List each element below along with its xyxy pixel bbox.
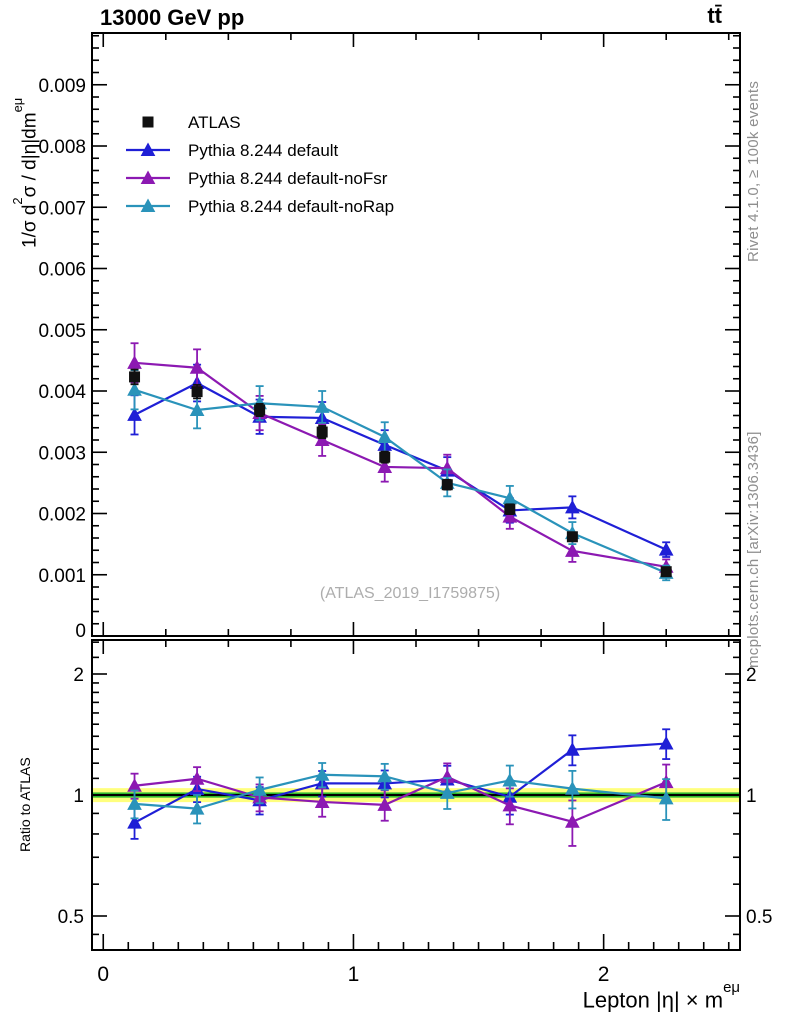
watermark-analysis-id: (ATLAS_2019_I1759875) bbox=[319, 585, 501, 602]
svg-text:0.5: 0.5 bbox=[57, 907, 84, 928]
main-series-pythia-8-244-default-nofsr bbox=[128, 343, 673, 574]
axis-tick-labels bbox=[38, 76, 772, 986]
y-title-pre: 1/σ d bbox=[19, 204, 41, 248]
legend-item-3 bbox=[126, 197, 394, 216]
svg-text:0.007: 0.007 bbox=[38, 198, 86, 220]
legend-item-0 bbox=[143, 113, 241, 132]
svg-text:1: 1 bbox=[73, 786, 84, 807]
credit-mcplots: mcplots.cern.ch [arXiv:1306.3436] bbox=[745, 431, 762, 668]
svg-text:0: 0 bbox=[75, 621, 86, 642]
ratio-axis-title: Ratio to ATLAS bbox=[17, 757, 33, 852]
legend bbox=[126, 113, 394, 216]
main-series-pythia-8-244-default bbox=[128, 365, 673, 557]
credit-rivet-version: Rivet 4.1.0, ≥ 100k events bbox=[745, 80, 762, 262]
y-title-sup-2: 2 bbox=[9, 197, 25, 205]
legend-item-label: ATLAS bbox=[188, 113, 241, 132]
svg-text:0.006: 0.006 bbox=[38, 259, 86, 281]
ratio-series-pythia-8-244-default bbox=[128, 729, 673, 839]
svg-text:0.008: 0.008 bbox=[38, 137, 86, 159]
x-title-sup-emu: eμ bbox=[723, 978, 740, 996]
svg-text:0.005: 0.005 bbox=[38, 320, 86, 342]
svg-text:2: 2 bbox=[73, 665, 84, 686]
process-label: tt̄ bbox=[707, 3, 722, 28]
y-title-mid: σ / d|η|dm bbox=[19, 112, 41, 198]
svg-text:0.5: 0.5 bbox=[746, 907, 773, 928]
beam-title: 13000 GeV pp bbox=[100, 5, 245, 30]
svg-text:0.001: 0.001 bbox=[38, 565, 86, 587]
svg-text:0.002: 0.002 bbox=[38, 504, 86, 526]
svg-text:0.004: 0.004 bbox=[38, 382, 86, 404]
svg-text:0.009: 0.009 bbox=[38, 75, 86, 97]
legend-item-1 bbox=[126, 141, 339, 160]
svg-text:0: 0 bbox=[97, 963, 110, 986]
legend-item-2 bbox=[126, 169, 388, 188]
svg-text:1: 1 bbox=[347, 963, 360, 986]
legend-item-label: Pythia 8.244 default-noFsr bbox=[188, 169, 388, 188]
x-title-pre: Lepton |η| × m bbox=[582, 987, 724, 1013]
y-axis-title bbox=[9, 97, 41, 248]
main-series-pythia-8-244-default-norap bbox=[128, 370, 673, 580]
svg-text:0.003: 0.003 bbox=[38, 443, 86, 465]
x-axis-title bbox=[582, 978, 740, 1013]
y-title-sup-emu: eμ bbox=[9, 97, 25, 113]
main-series-atlas-data bbox=[129, 370, 672, 578]
legend-item-label: Pythia 8.244 default-noRap bbox=[188, 197, 395, 216]
legend-item-label: Pythia 8.244 default bbox=[188, 141, 339, 160]
svg-text:1: 1 bbox=[746, 786, 757, 807]
svg-text:2: 2 bbox=[597, 963, 610, 986]
svg-text:2: 2 bbox=[746, 665, 757, 686]
